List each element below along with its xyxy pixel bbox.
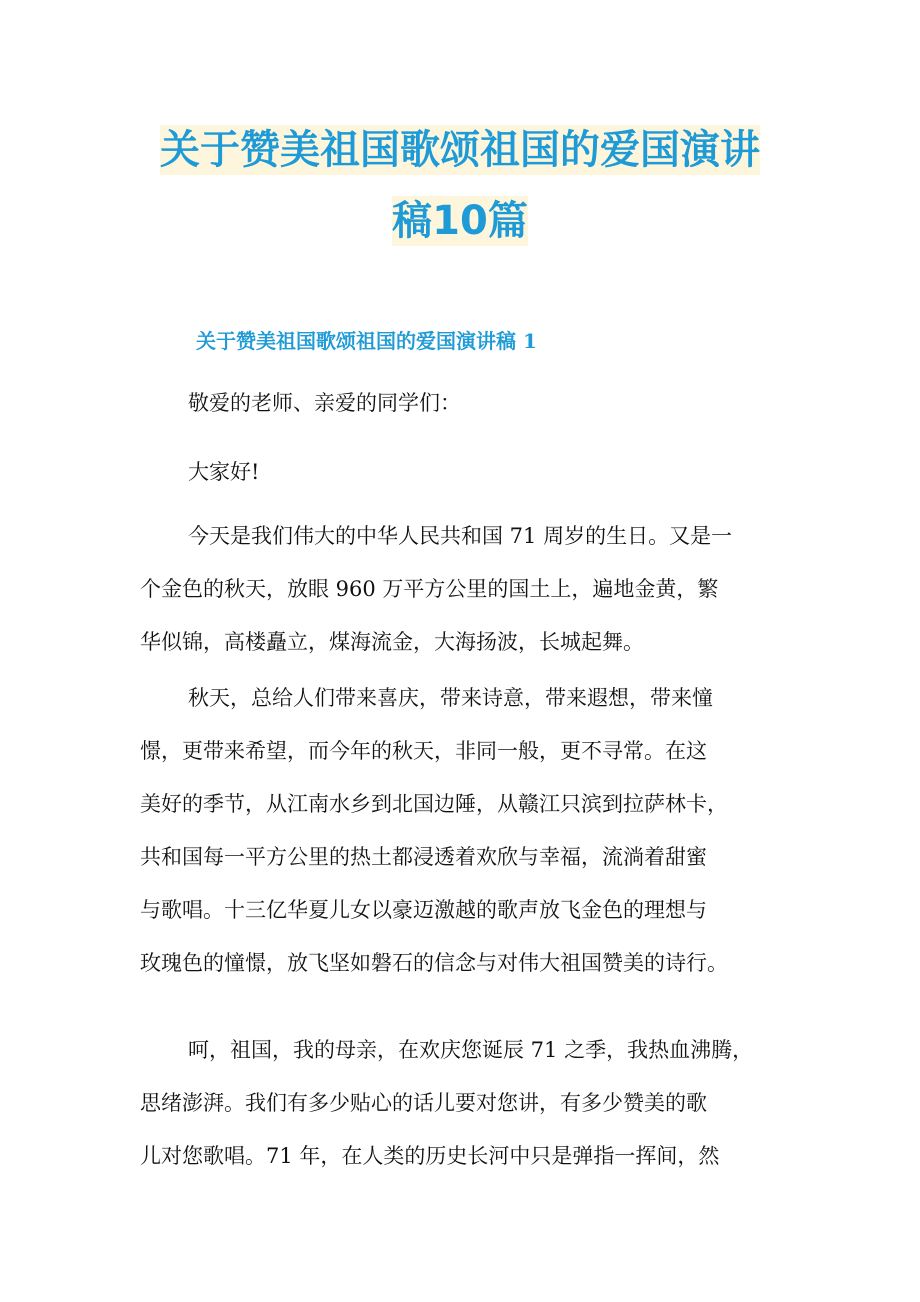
paragraph-line: 秋天，总给人们带来喜庆，带来诗意，带来遐想，带来憧: [188, 686, 713, 710]
title-line-2-text: 稿10篇: [392, 198, 528, 244]
salutation-line: 敬爱的老师、亲爱的同学们：: [188, 391, 461, 415]
paragraph-line: 儿对您歌唱。71 年，在人类的历史长河中只是弹指一挥间，然: [140, 1144, 720, 1168]
body-paragraph-1: [140, 510, 800, 669]
paragraph-line: 今天是我们伟大的中华人民共和国 71 周岁的生日。又是一: [188, 524, 733, 548]
section-heading: 关于赞美祖国歌颂祖国的爱国演讲稿 1: [196, 329, 537, 353]
document-title-line-2: [0, 193, 920, 249]
title-line-1-text: 关于赞美祖国歌颂祖国的爱国演讲: [160, 127, 760, 173]
paragraph-line: 憬，更带来希望，而今年的秋天，非同一般，更不寻常。在这: [140, 739, 707, 763]
paragraph-line: 与歌唱。十三亿华夏儿女以豪迈激越的歌声放飞金色的理想与: [140, 898, 707, 922]
body-paragraph-3: [140, 1024, 800, 1183]
greeting-paragraph: [140, 446, 800, 499]
paragraph-line: 呵，祖国，我的母亲，在欢庆您诞辰 71 之季，我热血沸腾，: [188, 1038, 754, 1062]
body-paragraph-2: [140, 672, 800, 990]
paragraph-line: 个金色的秋天，放眼 960 万平方公里的国土上，遍地金黄，繁: [140, 577, 719, 601]
paragraph-line: 思绪澎湃。我们有多少贴心的话儿要对您讲，有多少赞美的歌: [140, 1091, 707, 1115]
salutation-paragraph: [140, 377, 800, 430]
paragraph-line: 玫瑰色的憧憬，放飞坚如磐石的信念与对伟大祖国赞美的诗行。: [140, 951, 728, 975]
paragraph-line: 共和国每一平方公里的热土都浸透着欢欣与幸福，流淌着甜蜜: [140, 845, 707, 869]
paragraph-line: 美好的季节，从江南水乡到北国边陲，从赣江只滨到拉萨林卡，: [140, 792, 728, 816]
greeting-line: 大家好!: [188, 460, 260, 484]
paragraph-line: 华似锦，高楼矗立，煤海流金，大海扬波，长城起舞。: [140, 630, 644, 654]
document-title-line-1: [0, 122, 920, 178]
